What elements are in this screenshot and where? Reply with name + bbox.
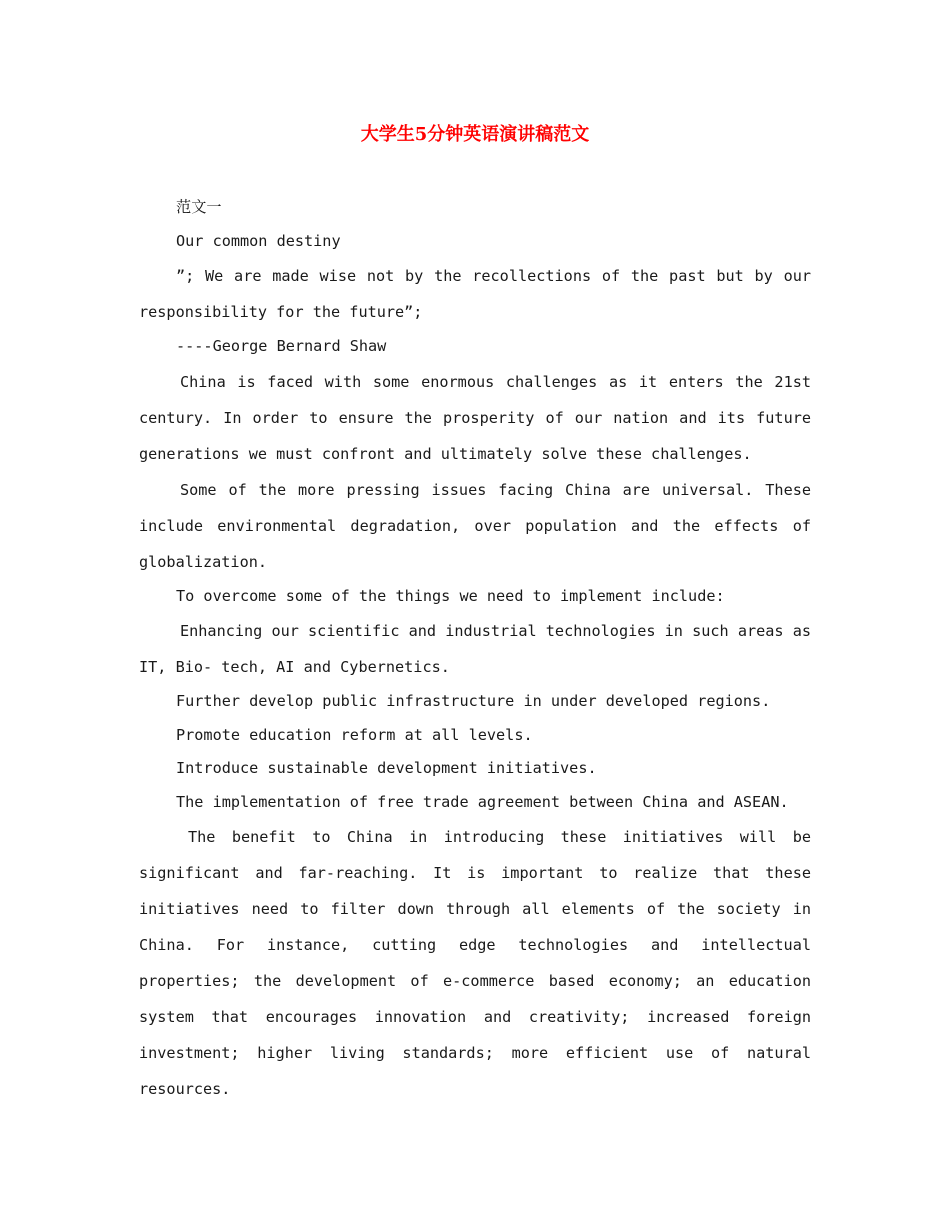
list-item: Enhancing our scientific and industrial technologies in such areas as IT, Bio- tech, AI and Cybernetics. [139, 622, 811, 676]
list-item: Further develop public infrastructure in under developed regions. [176, 692, 771, 710]
paragraph: The benefit to China in introducing these initiatives will be significant and far-reaching. It is important to realize that these initiatives need to filter down through all elements of the society in China. For instance, cutting edge technologies and intellectual properties; the development of e-commerce based economy; an education system that encourages innovation and creativity; increased foreign investment; higher living standards; more efficient use of natural resources. [139, 828, 811, 1098]
document-title: 大学生5分钟英语演讲稿范文 [360, 124, 590, 145]
list-item: Introduce sustainable development initiatives. [176, 759, 597, 777]
paragraph: Some of the more pressing issues facing China are universal. These include environmental degradation, over population and the effects of globalization. [139, 480, 811, 571]
section-heading: 范文一 [176, 198, 222, 216]
paragraph: To overcome some of the things we need to implement include: [176, 586, 725, 605]
paragraph: China is faced with some enormous challenges as it enters the 21st century. In order to ensure the prosperity of our nation and its future generations we must confront and ultimately solve these challenges. [139, 372, 811, 463]
quote-attribution: ----George Bernard Shaw [176, 337, 387, 355]
document-body [139, 191, 811, 1107]
quote-paragraph: ”; We are made wise not by the recollections of the past but by our responsibility for the future”; [139, 267, 811, 321]
speech-title: Our common destiny [176, 231, 341, 250]
list-item: Promote education reform at all levels. [176, 725, 533, 744]
list-item: The implementation of free trade agreement between China and ASEAN. [176, 792, 789, 811]
